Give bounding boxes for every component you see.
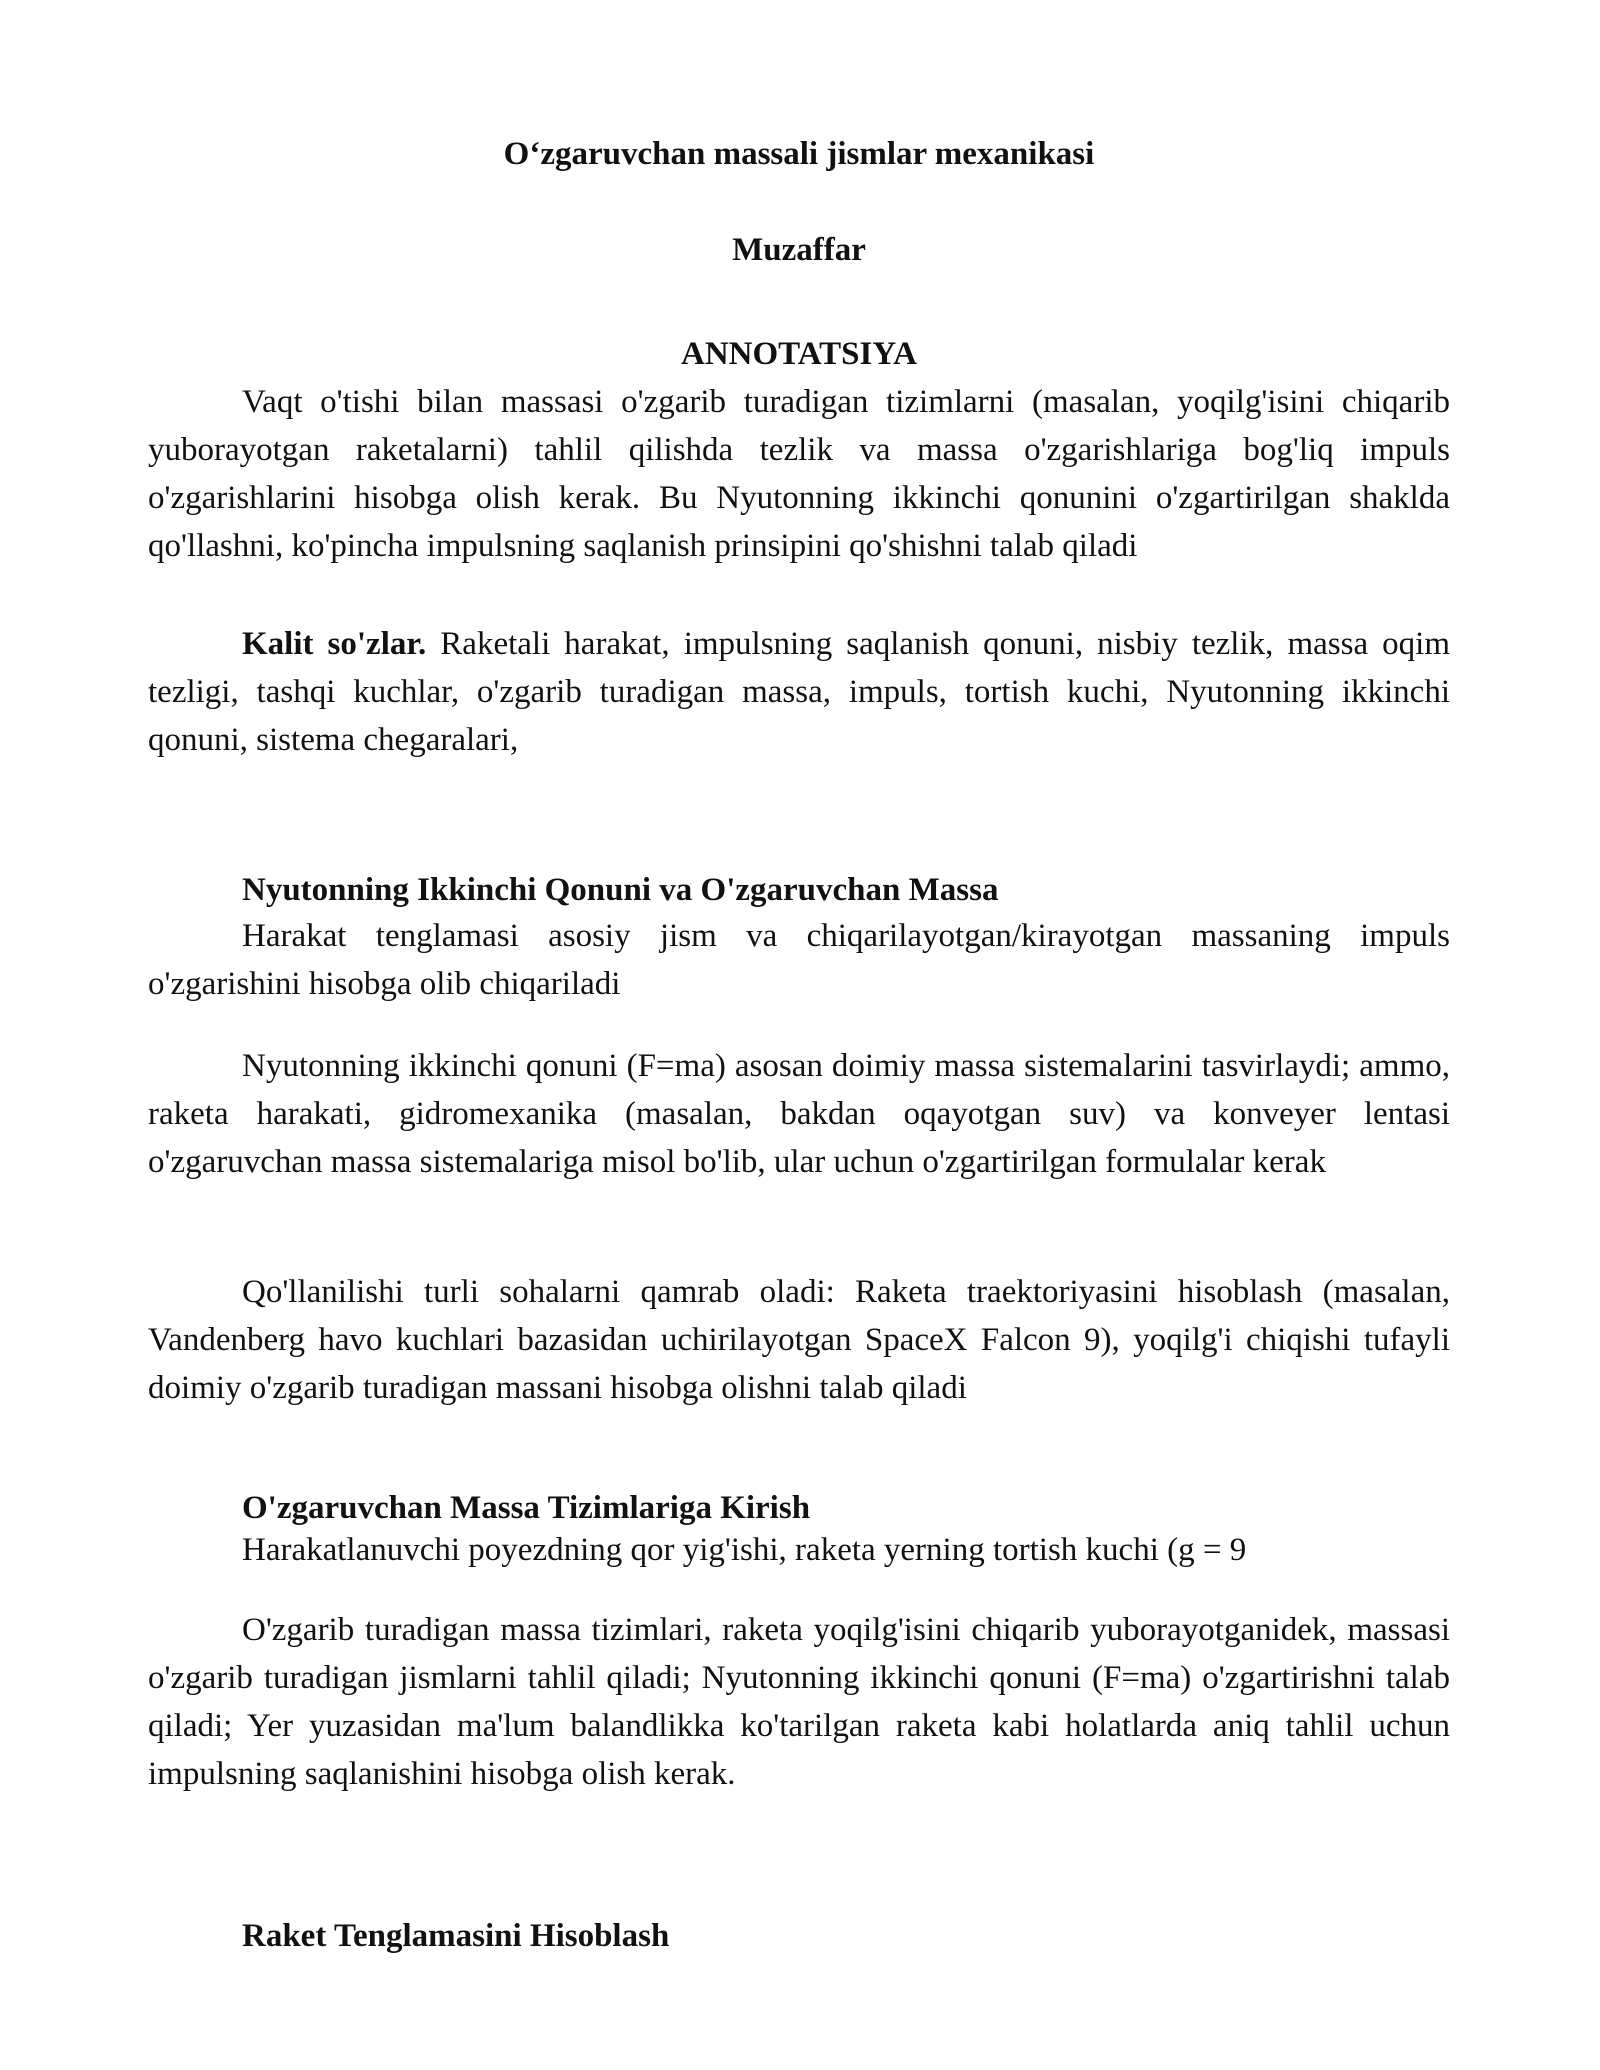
section-heading-variable-mass: O'zgaruvchan Massa Tizimlariga Kirish — [242, 1490, 811, 1526]
section-variable-mass-paragraph-2: O'zgarib turadigan massa tizimlari, raketa yoqilg'isini chiqarib yuborayotganidek, massasi o'zgarib turadigan jismlarni tahlil qiladi; Nyutonning ikkinchi qonuni (F=ma) o'zgartirishni talab qiladi; Yer yuzasidan ma'lum balandlikka ko'tarilgan raketa kabi holatlarda aniq tahlil uchun impulsning saqlanishini hisobga olish kerak. — [148, 1612, 1450, 1792]
document-page — [148, 0, 1450, 2070]
section-variable-mass-paragraph-1: Harakatlanuvchi poyezdning qor yig'ishi, raketa yerning tortish kuchi (g = 9 — [242, 1532, 1247, 1568]
keywords-paragraph — [148, 620, 1450, 764]
section-newton-paragraph-2: Nyutonning ikkinchi qonuni (F=ma) asosan doimiy massa sistemalarini tasvirlaydi; ammo, raketa harakati, gidromexanika (masalan, bakdan oqayotgan suv) va konveyer lentasi o'zgaruvchan massa sistemalariga misol bo'lib, ular uchun o'zgartirilgan formulalar kerak — [148, 1048, 1450, 1180]
document-title: O‘zgaruvchan massali jismlar mexanikasi — [503, 136, 1095, 172]
section-newton-paragraph-1: Harakat tenglamasi asosiy jism va chiqarilayotgan/kirayotgan massaning impuls o'zgarishini hisobga olib chiqariladi — [148, 918, 1450, 1002]
section-newton-paragraph-3: Qo'llanilishi turli sohalarni qamrab oladi: Raketa traektoriyasini hisoblash (masalan, Vandenberg havo kuchlari bazasidan uchirilayotgan SpaceX Falcon 9), yoqilg'i chiqishi tufayli doimiy o'zgarib turadigan massani hisobga olishni talab qiladi — [148, 1274, 1450, 1406]
author-name: Muzaffar — [732, 232, 866, 268]
keywords-label: Kalit so'zlar. — [242, 626, 427, 662]
section-heading-newton: Nyutonning Ikkinchi Qonuni va O'zgaruvchan Massa — [242, 872, 999, 908]
annotation-heading: ANNOTATSIYA — [681, 336, 917, 372]
keywords-text: Raketali harakat, impulsning saqlanish qonuni, nisbiy tezlik, massa oqim tezligi, tashqi kuchlar, o'zgarib turadigan massa, impuls, tortish kuchi, Nyutonning ikkinchi qonuni, sistema chegaralari, — [148, 626, 1450, 758]
annotation-paragraph: Vaqt o'tishi bilan massasi o'zgarib turadigan tizimlarni (masalan, yoqilg'isini chiqarib yuborayotgan raketalarni) tahlil qilishda tezlik va massa o'zgarishlariga bog'liq impuls o'zgarishlarini hisobga olish kerak. Bu Nyutonning ikkinchi qonunini o'zgartirilgan shaklda qo'llashni, ko'pincha impulsning saqlanish prinsipini qo'shishni talab qiladi — [148, 384, 1450, 564]
section-heading-rocket-equation: Raket Tenglamasini Hisoblash — [242, 1918, 670, 1954]
